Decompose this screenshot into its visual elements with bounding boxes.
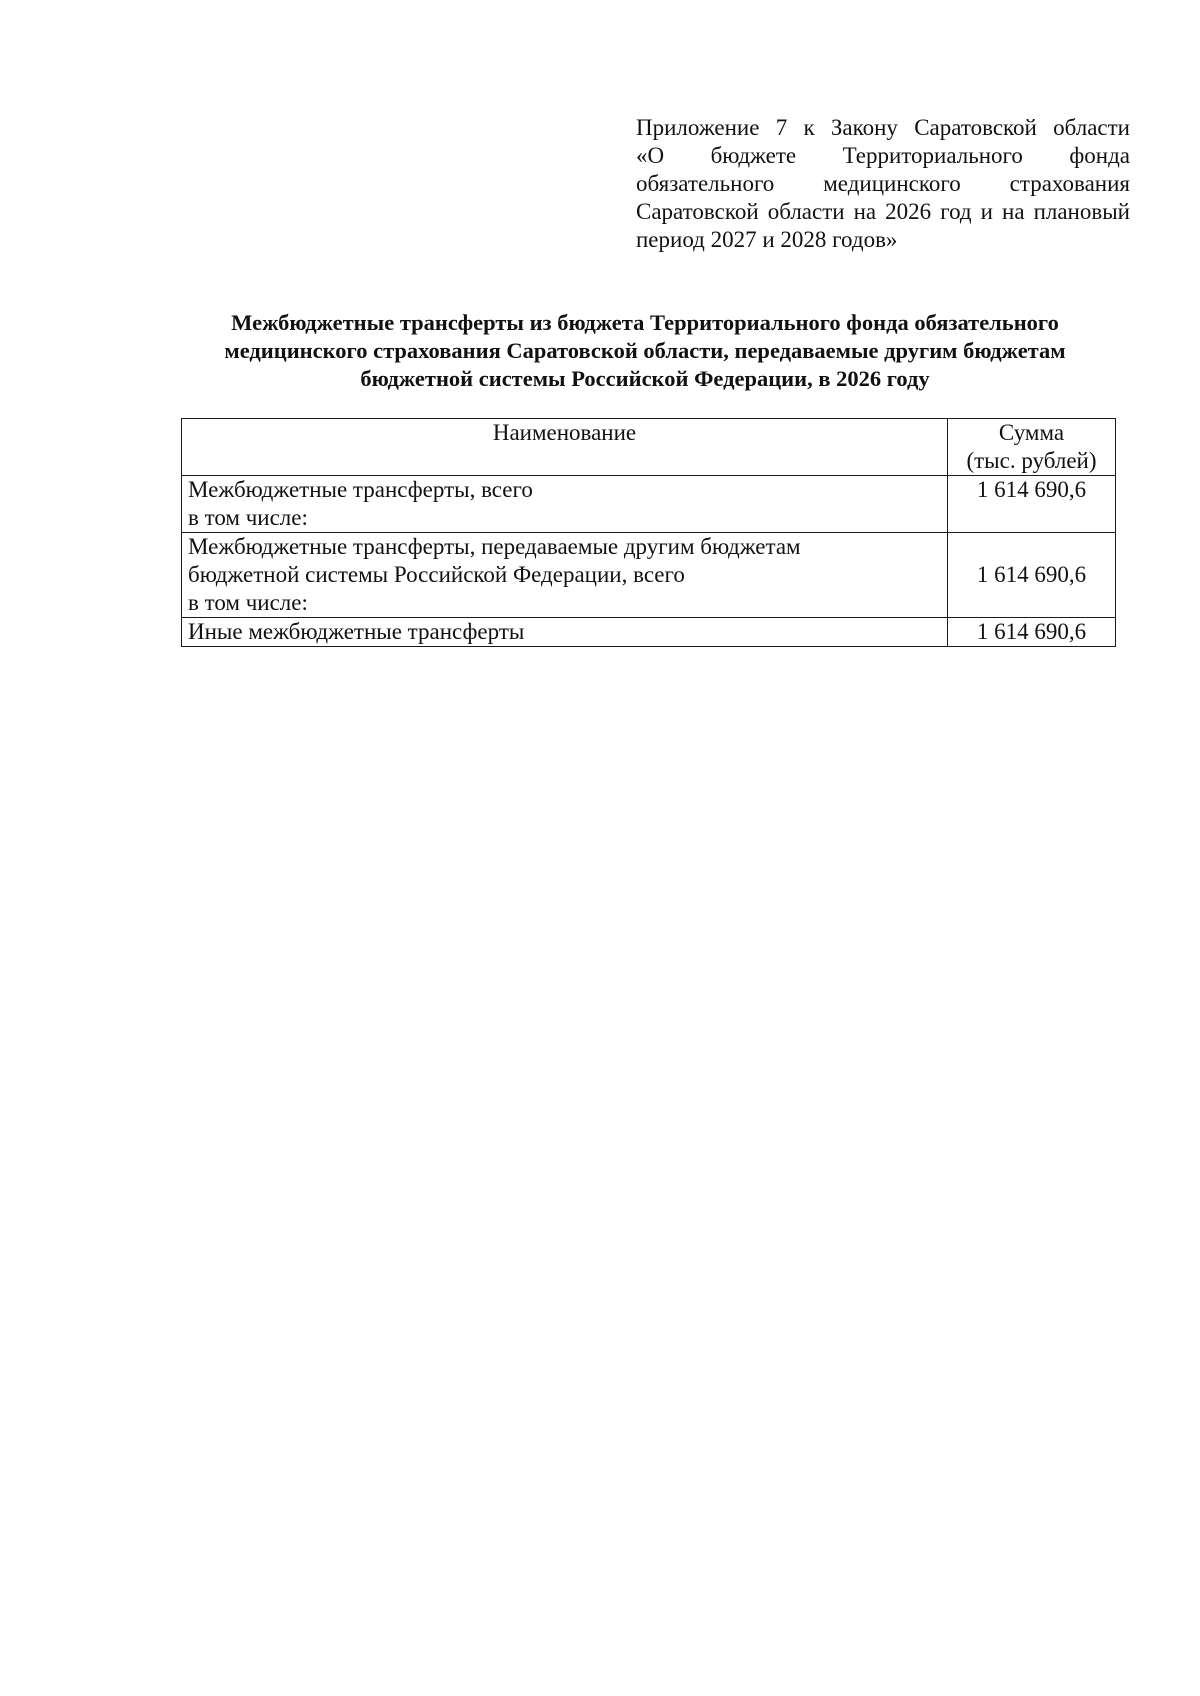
title-line: медицинского страхования Саратовской области, передаваемые другим бюджетам <box>224 338 1066 363</box>
appendix-line: Приложение 7 к Закону Саратовской области <box>636 115 1130 140</box>
header-sum: Сумма (тыс. рублей) <box>948 419 1116 476</box>
appendix-reference <box>636 114 1130 254</box>
appendix-line: обязательного медицинского страхования <box>636 171 1130 196</box>
table-row <box>182 618 1116 647</box>
appendix-line: «О бюджете Территориального фонда <box>636 143 1130 168</box>
appendix-line: период 2027 и 2028 годов» <box>636 227 898 252</box>
row-name: Иные межбюджетные трансферты <box>182 618 948 647</box>
transfers-table <box>181 418 1116 647</box>
table-row <box>182 533 1116 618</box>
document-title <box>150 309 1140 393</box>
row-sum: 1 614 690,6 <box>948 618 1116 647</box>
row-name: Межбюджетные трансферты, передаваемые другим бюджетам бюджетной системы Российской Федерации, всего в том числе: <box>182 533 948 618</box>
row-sum: 1 614 690,6 <box>948 533 1116 618</box>
table-row <box>182 476 1116 533</box>
title-line: Межбюджетные трансферты из бюджета Территориального фонда обязательного <box>231 310 1059 335</box>
title-line: бюджетной системы Российской Федерации, в 2026 году <box>360 366 930 391</box>
table-header-row <box>182 419 1116 476</box>
appendix-line: Саратовской области на 2026 год и на плановый <box>636 199 1130 224</box>
row-sum: 1 614 690,6 <box>948 476 1116 533</box>
header-name: Наименование <box>182 419 948 476</box>
row-name: Межбюджетные трансферты, всего в том числе: <box>182 476 948 533</box>
